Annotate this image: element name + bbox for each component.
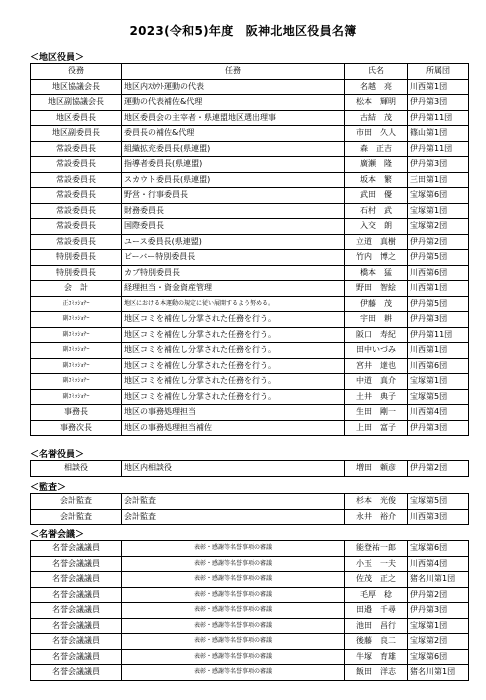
group-cell: 宝塚第2団 bbox=[408, 634, 469, 650]
group-cell: 川西第1団 bbox=[408, 343, 469, 359]
name-cell: 能登祐一郎 bbox=[345, 541, 408, 557]
name-cell: 池田 昌行 bbox=[345, 618, 408, 634]
group-cell: 宝塚第5団 bbox=[408, 389, 469, 405]
duty-cell: 会計監査 bbox=[122, 494, 345, 510]
duty-cell: 運動の代表補佐&代理 bbox=[122, 95, 345, 111]
duty-cell: 地区内ｽｶｳﾄ運動の代表 bbox=[122, 79, 345, 95]
table-row bbox=[31, 634, 469, 650]
duty-cell: 地区コミを補佐し分掌された任務を行う。 bbox=[122, 358, 345, 374]
role-cell: 相談役 bbox=[31, 461, 122, 477]
section-heading-honorary: ＜名誉会議＞ bbox=[30, 530, 85, 540]
group-cell: 伊丹第3団 bbox=[408, 312, 469, 328]
duty-cell: 経理担当・資金資産管理 bbox=[122, 281, 345, 297]
duty-cell: 地区委員会の主宰者・県連盟地区選出理事 bbox=[122, 110, 345, 126]
table-row bbox=[31, 219, 469, 235]
table-row bbox=[31, 296, 469, 312]
table-row bbox=[31, 141, 469, 157]
table-row bbox=[31, 603, 469, 619]
table-row bbox=[31, 110, 469, 126]
name-cell: 古結 茂 bbox=[345, 110, 408, 126]
table-row bbox=[31, 281, 469, 297]
role-cell: 名誉会議議員 bbox=[31, 649, 122, 665]
group-cell: 宝塚第5団 bbox=[408, 494, 469, 510]
name-cell: 立道 真樹 bbox=[345, 234, 408, 250]
role-cell: 特別委員長 bbox=[31, 250, 122, 266]
table-row bbox=[31, 494, 469, 510]
duty-cell: 委員長の補佐&代理 bbox=[122, 126, 345, 142]
table-row bbox=[31, 649, 469, 665]
group-cell: 川西第6団 bbox=[408, 358, 469, 374]
role-cell: 正ｺﾐｯｼｮﾅｰ bbox=[31, 296, 122, 312]
group-cell: 伊丹第2団 bbox=[408, 461, 469, 477]
name-cell: 伊藤 茂 bbox=[345, 296, 408, 312]
role-cell: 副ｺﾐｯｼｮﾅｰ bbox=[31, 312, 122, 328]
duty-cell: 表彰・感謝等名誉事項の審議 bbox=[122, 618, 345, 634]
role-cell: 会計監査 bbox=[31, 494, 122, 510]
group-cell: 伊丹第2団 bbox=[408, 587, 469, 603]
duty-cell: ビーバー特別委員長 bbox=[122, 250, 345, 266]
table-row bbox=[31, 327, 469, 343]
section-heading-advisor: ＜名誉役員＞ bbox=[30, 450, 85, 460]
duty-cell: 地区コミを補佐し分掌された任務を行う。 bbox=[122, 327, 345, 343]
audit-table bbox=[30, 493, 469, 525]
table-row bbox=[31, 374, 469, 390]
role-cell: 名誉会議議員 bbox=[31, 665, 122, 681]
table-row bbox=[31, 665, 469, 681]
role-cell: 事務次長 bbox=[31, 420, 122, 436]
table-row bbox=[31, 572, 469, 588]
group-cell: 伊丹第3団 bbox=[408, 420, 469, 436]
name-cell: 野田 智絵 bbox=[345, 281, 408, 297]
role-cell: 名誉会議議員 bbox=[31, 572, 122, 588]
duty-cell: 表彰・感謝等名誉事項の審議 bbox=[122, 634, 345, 650]
duty-cell: 地区コミを補佐し分掌された任務を行う。 bbox=[122, 312, 345, 328]
duty-cell: 表彰・感謝等名誉事項の審議 bbox=[122, 572, 345, 588]
table-row bbox=[31, 389, 469, 405]
table-row bbox=[31, 556, 469, 572]
group-cell: 宝塚第1団 bbox=[408, 374, 469, 390]
group-cell: 伊丹第11団 bbox=[408, 110, 469, 126]
duty-cell: カブ特別委員長 bbox=[122, 265, 345, 281]
role-cell: 副ｺﾐｯｼｮﾅｰ bbox=[31, 343, 122, 359]
name-cell: 上田 富子 bbox=[345, 420, 408, 436]
table-row bbox=[31, 203, 469, 219]
duty-cell: 表彰・感謝等名誉事項の審議 bbox=[122, 665, 345, 681]
table-row bbox=[31, 172, 469, 188]
group-cell: 宝塚第1団 bbox=[408, 203, 469, 219]
role-cell: 地区副協議会長 bbox=[31, 95, 122, 111]
group-cell: 川西第1団 bbox=[408, 79, 469, 95]
name-cell: 石村 武 bbox=[345, 203, 408, 219]
name-cell: 土井 典子 bbox=[345, 389, 408, 405]
table-row bbox=[31, 95, 469, 111]
column-header: 役務 bbox=[31, 64, 122, 80]
group-cell: 伊丹第5団 bbox=[408, 296, 469, 312]
name-cell: 市田 久人 bbox=[345, 126, 408, 142]
group-cell: 伊丹第11団 bbox=[408, 141, 469, 157]
role-cell: 常設委員長 bbox=[31, 188, 122, 204]
name-cell: 松本 輝明 bbox=[345, 95, 408, 111]
group-cell: 三田第1団 bbox=[408, 172, 469, 188]
role-cell: 地区委員長 bbox=[31, 110, 122, 126]
name-cell: 宇田 耕 bbox=[345, 312, 408, 328]
group-cell: 宝塚第6団 bbox=[408, 541, 469, 557]
duty-cell: 組織拡充委員長(県連盟) bbox=[122, 141, 345, 157]
duty-cell: 表彰・感謝等名誉事項の審議 bbox=[122, 603, 345, 619]
duty-cell: 表彰・感謝等名誉事項の審議 bbox=[122, 556, 345, 572]
role-cell: 常設委員長 bbox=[31, 172, 122, 188]
duty-cell: 表彰・感謝等名誉事項の審議 bbox=[122, 541, 345, 557]
group-cell: 伊丹第3団 bbox=[408, 95, 469, 111]
duty-cell: 国際委員長 bbox=[122, 219, 345, 235]
group-cell: 川西第3団 bbox=[408, 509, 469, 525]
table-row bbox=[31, 420, 469, 436]
role-cell: 特別委員長 bbox=[31, 265, 122, 281]
role-cell: 常設委員長 bbox=[31, 234, 122, 250]
duty-cell: スカウト委員長(県連盟) bbox=[122, 172, 345, 188]
section-heading-audit: ＜監査＞ bbox=[30, 483, 67, 493]
name-cell: 武田 優 bbox=[345, 188, 408, 204]
name-cell: 田邉 千尋 bbox=[345, 603, 408, 619]
duty-cell: 地区コミを補佐し分掌された任務を行う。 bbox=[122, 374, 345, 390]
role-cell: 名誉会議議員 bbox=[31, 634, 122, 650]
name-cell: 永井 裕介 bbox=[345, 509, 408, 525]
table-row bbox=[31, 618, 469, 634]
role-cell: 事務長 bbox=[31, 405, 122, 421]
table-row bbox=[31, 405, 469, 421]
duty-cell: 表彰・感謝等名誉事項の審議 bbox=[122, 587, 345, 603]
role-cell: 会計監査 bbox=[31, 509, 122, 525]
group-cell: 伊丹第5団 bbox=[408, 250, 469, 266]
table-row bbox=[31, 79, 469, 95]
role-cell: 名誉会議議員 bbox=[31, 603, 122, 619]
name-cell: 森 正吉 bbox=[345, 141, 408, 157]
group-cell: 宝塚第6団 bbox=[408, 649, 469, 665]
role-cell: 副ｺﾐｯｼｮﾅｰ bbox=[31, 374, 122, 390]
duty-cell: ユース委員長(県連盟) bbox=[122, 234, 345, 250]
group-cell: 川西第4団 bbox=[408, 556, 469, 572]
group-cell: 猪名川第1団 bbox=[408, 665, 469, 681]
group-cell: 川西第4団 bbox=[408, 405, 469, 421]
duty-cell: 地区コミを補佐し分掌された任務を行う。 bbox=[122, 389, 345, 405]
role-cell: 副ｺﾐｯｼｮﾅｰ bbox=[31, 389, 122, 405]
name-cell: 飯田 洋志 bbox=[345, 665, 408, 681]
table-row bbox=[31, 126, 469, 142]
column-header: 任務 bbox=[122, 64, 345, 80]
name-cell: 坂本 繁 bbox=[345, 172, 408, 188]
name-cell: 後藤 良二 bbox=[345, 634, 408, 650]
group-cell: 伊丹第2団 bbox=[408, 234, 469, 250]
role-cell: 常設委員長 bbox=[31, 219, 122, 235]
duty-cell: 地区コミを補佐し分掌された任務を行う。 bbox=[122, 343, 345, 359]
role-cell: 副ｺﾐｯｼｮﾅｰ bbox=[31, 358, 122, 374]
group-cell: 伊丹第3団 bbox=[408, 603, 469, 619]
duty-cell: 指導者委員長(県連盟) bbox=[122, 157, 345, 173]
section-heading-district: ＜地区役員＞ bbox=[30, 53, 85, 63]
group-cell: 川西第1団 bbox=[408, 281, 469, 297]
group-cell: 宝塚第1団 bbox=[408, 618, 469, 634]
name-cell: 竹内 博之 bbox=[345, 250, 408, 266]
role-cell: 地区協議会長 bbox=[31, 79, 122, 95]
advisor-table bbox=[30, 460, 469, 477]
name-cell: 廣瀬 隆 bbox=[345, 157, 408, 173]
table-row bbox=[31, 587, 469, 603]
role-cell: 副ｺﾐｯｼｮﾅｰ bbox=[31, 327, 122, 343]
name-cell: 増田 頼彦 bbox=[345, 461, 408, 477]
name-cell: 橋本 猛 bbox=[345, 265, 408, 281]
column-header: 氏名 bbox=[345, 64, 408, 80]
role-cell: 名誉会議議員 bbox=[31, 587, 122, 603]
duty-cell: 地区の事務処理担当補佐 bbox=[122, 420, 345, 436]
name-cell: 生田 剛一 bbox=[345, 405, 408, 421]
group-cell: 篠山第1団 bbox=[408, 126, 469, 142]
honorary-council-table bbox=[30, 540, 469, 681]
table-row bbox=[31, 157, 469, 173]
document-title: 2023(令和5)年度 阪神北地区役員名簿 bbox=[129, 24, 357, 38]
table-row bbox=[31, 250, 469, 266]
table-row bbox=[31, 234, 469, 250]
role-cell: 会 計 bbox=[31, 281, 122, 297]
role-cell: 名誉会議議員 bbox=[31, 541, 122, 557]
role-cell: 名誉会議議員 bbox=[31, 618, 122, 634]
name-cell: 宮井 達也 bbox=[345, 358, 408, 374]
table-row bbox=[31, 265, 469, 281]
column-header: 所属団 bbox=[408, 64, 469, 80]
name-cell: 小玉 一夫 bbox=[345, 556, 408, 572]
role-cell: 名誉会議議員 bbox=[31, 556, 122, 572]
name-cell: 毛厚 稔 bbox=[345, 587, 408, 603]
role-cell: 常設委員長 bbox=[31, 203, 122, 219]
duty-cell: 財務委員長 bbox=[122, 203, 345, 219]
role-cell: 常設委員長 bbox=[31, 141, 122, 157]
name-cell: 阪口 寿紀 bbox=[345, 327, 408, 343]
name-cell: 入交 朗 bbox=[345, 219, 408, 235]
duty-cell: 表彰・感謝等名誉事項の審議 bbox=[122, 649, 345, 665]
group-cell: 伊丹第11団 bbox=[408, 327, 469, 343]
table-row bbox=[31, 509, 469, 525]
table-row bbox=[31, 541, 469, 557]
duty-cell: 地区内相談役 bbox=[122, 461, 345, 477]
table-row bbox=[31, 312, 469, 328]
group-cell: 宝塚第6団 bbox=[408, 188, 469, 204]
name-cell: 牛塚 育雄 bbox=[345, 649, 408, 665]
name-cell: 中道 真介 bbox=[345, 374, 408, 390]
name-cell: 杉本 光俊 bbox=[345, 494, 408, 510]
group-cell: 宝塚第2団 bbox=[408, 219, 469, 235]
table-row bbox=[31, 188, 469, 204]
table-row bbox=[31, 461, 469, 477]
duty-cell: 地区の事務処理担当 bbox=[122, 405, 345, 421]
duty-cell: 地区における本運動の規定に従い展開するよう努める。 bbox=[122, 296, 345, 312]
name-cell: 田中いづみ bbox=[345, 343, 408, 359]
table-row bbox=[31, 358, 469, 374]
group-cell: 川西第6団 bbox=[408, 265, 469, 281]
table-header-row bbox=[31, 64, 469, 80]
name-cell: 名越 亮 bbox=[345, 79, 408, 95]
role-cell: 常設委員長 bbox=[31, 157, 122, 173]
table-row bbox=[31, 343, 469, 359]
role-cell: 地区副委員長 bbox=[31, 126, 122, 142]
duty-cell: 野営・行事委員長 bbox=[122, 188, 345, 204]
group-cell: 猪名川第1団 bbox=[408, 572, 469, 588]
group-cell: 伊丹第3団 bbox=[408, 157, 469, 173]
duty-cell: 会計監査 bbox=[122, 509, 345, 525]
name-cell: 佐茂 正之 bbox=[345, 572, 408, 588]
district-officers-table bbox=[30, 63, 469, 436]
